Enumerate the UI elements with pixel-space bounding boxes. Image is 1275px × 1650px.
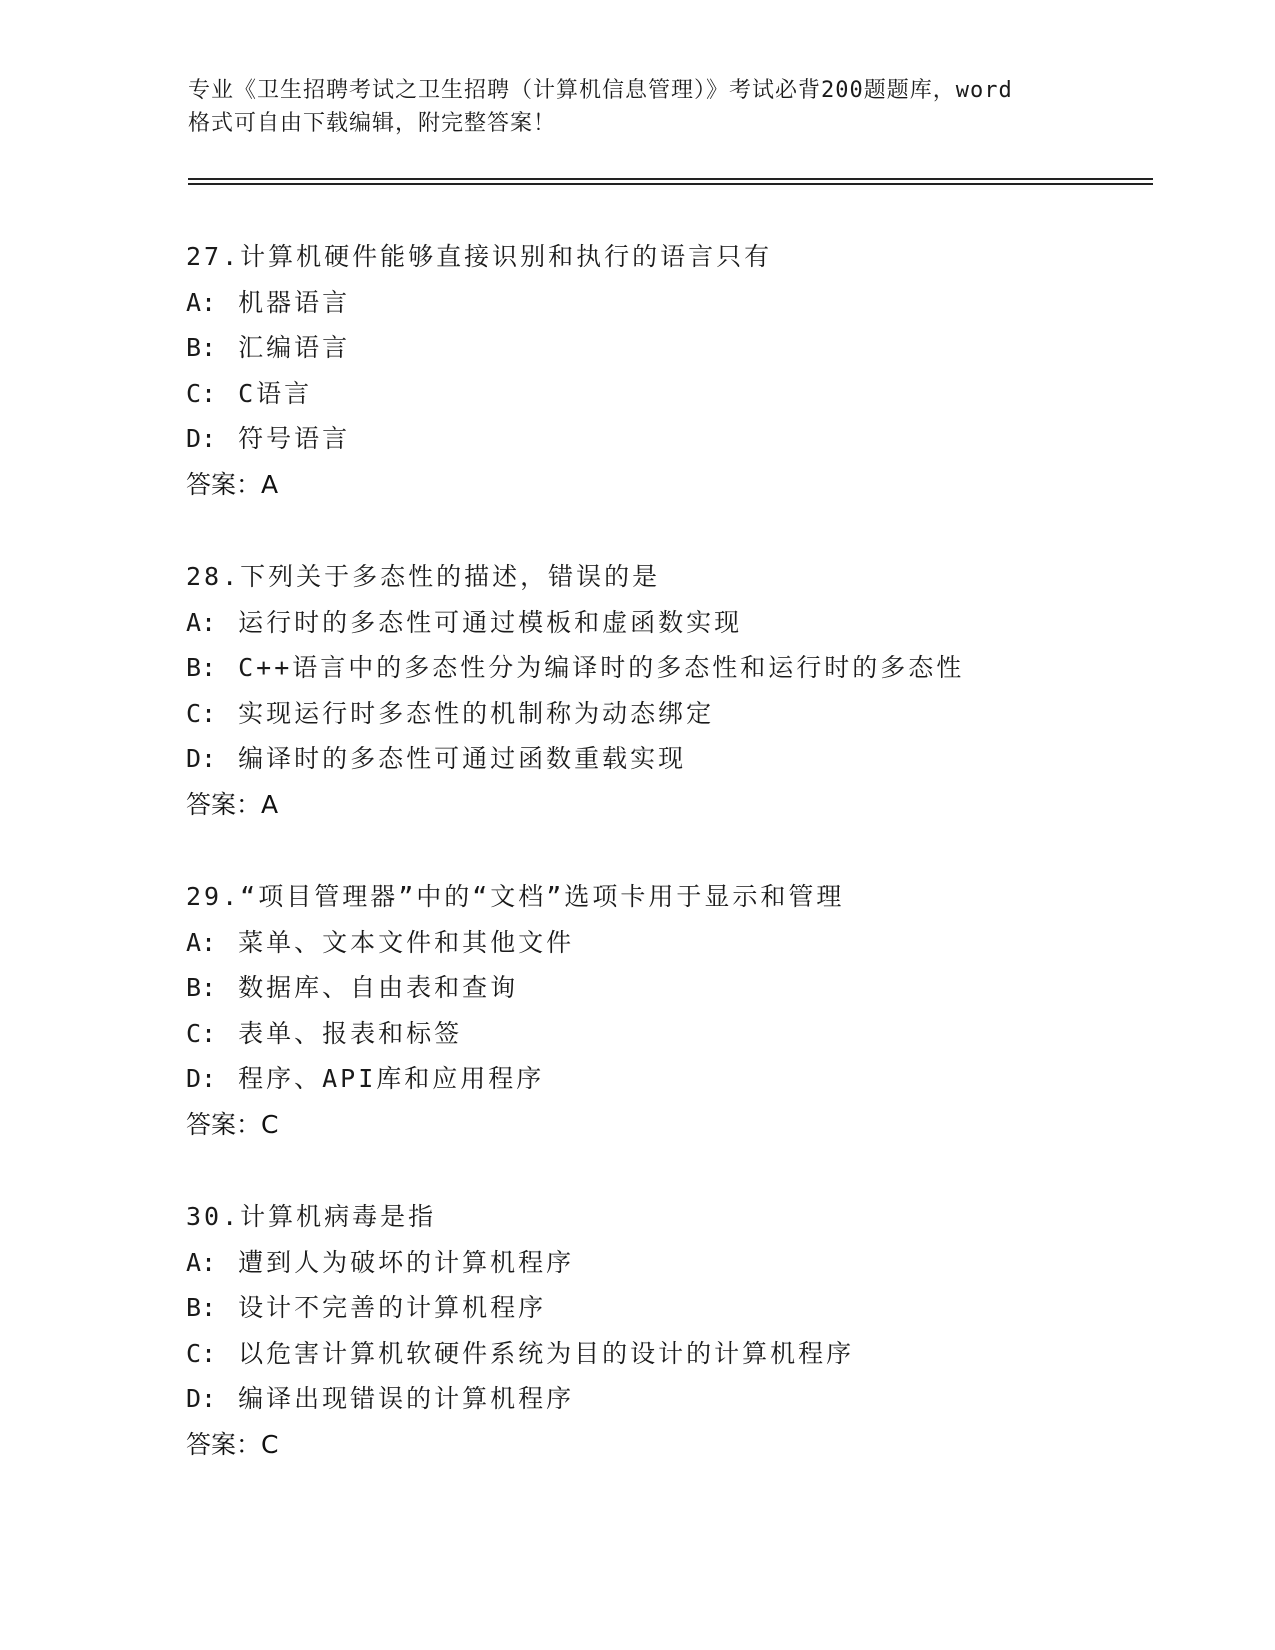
option-c [186,1331,1166,1377]
option-text: 表单、报表和标签 [238,1018,463,1048]
answer-label: 答案：A [186,469,279,499]
option-d [186,1056,1166,1102]
option-letter: A: [186,927,217,957]
question-text: “项目管理器”中的“文档”选项卡用于显示和管理 [240,882,845,911]
question-number: 27. [186,242,241,271]
option-letter: B: [186,973,217,1002]
option-b [186,965,1166,1011]
option-letter: C: [186,1018,217,1048]
option-text: 数据库、自由表和查询 [238,973,519,1002]
answer-label: 答案：A [186,789,279,819]
question-stem [186,1194,1166,1240]
option-letter: D: [186,744,217,773]
option-c [186,1011,1166,1057]
question-text: 计算机病毒是指 [240,1202,437,1231]
option-letter: C: [186,1338,217,1368]
option-b [186,1285,1166,1331]
option-text: 遭到人为破坏的计算机程序 [238,1247,575,1277]
option-text: 机器语言 [238,287,351,317]
option-text: 编译出现错误的计算机程序 [238,1384,575,1413]
option-text: 运行时的多态性可通过模板和虚函数实现 [238,607,743,637]
option-letter: C: [186,378,217,408]
option-letter: C: [186,698,217,728]
option-text: 以危害计算机软硬件系统为目的设计的计算机程序 [238,1338,855,1368]
document-header [188,74,1088,140]
question-text: 计算机硬件能够直接识别和执行的语言只有 [240,242,773,271]
question-29 [186,874,1166,1194]
option-a [186,1240,1166,1286]
question-number: 30. [186,1202,241,1231]
option-c [186,371,1166,417]
header-divider-top [188,178,1153,180]
answer-label: 答案：C [186,1109,279,1139]
header-line-2: 格式可自由下载编辑，附完整答案！ [188,111,557,136]
option-text: 编译时的多态性可通过函数重载实现 [238,744,687,773]
header-line-1: 专业《卫生招聘考试之卫生招聘（计算机信息管理）》考试必背200题题库，word [188,78,1013,103]
option-text: 程序、API库和应用程序 [238,1064,545,1093]
option-a [186,280,1166,326]
option-letter: A: [186,607,217,637]
question-number: 28. [186,562,241,591]
option-letter: D: [186,1064,217,1093]
option-text: 实现运行时多态性的机制称为动态绑定 [238,698,715,728]
option-letter: B: [186,1293,217,1322]
option-letter: B: [186,333,217,362]
option-letter: D: [186,424,217,453]
question-stem [186,874,1166,920]
option-letter: A: [186,1247,217,1277]
question-number: 29. [186,882,241,911]
question-stem [186,554,1166,600]
question-text: 下列关于多态性的描述，错误的是 [240,562,661,591]
option-text: C语言 [238,378,313,408]
option-d [186,1376,1166,1422]
option-text: C++语言中的多态性分为编译时的多态性和运行时的多态性 [238,653,965,682]
option-text: 设计不完善的计算机程序 [238,1293,547,1322]
question-27 [186,234,1166,554]
question-stem [186,234,1166,280]
answer-label: 答案：C [186,1429,279,1459]
option-letter: B: [186,653,217,682]
option-letter: A: [186,287,217,317]
question-30 [186,1194,1166,1514]
question-28 [186,554,1166,874]
option-a [186,920,1166,966]
option-c [186,691,1166,737]
option-text: 汇编语言 [238,333,351,362]
option-a [186,600,1166,646]
header-divider-bottom [188,183,1153,185]
question-list [186,234,1166,1514]
option-b [186,325,1166,371]
option-d [186,416,1166,462]
option-b [186,645,1166,691]
option-text: 菜单、文本文件和其他文件 [238,927,575,957]
option-letter: D: [186,1384,217,1413]
option-d [186,736,1166,782]
option-text: 符号语言 [238,424,351,453]
